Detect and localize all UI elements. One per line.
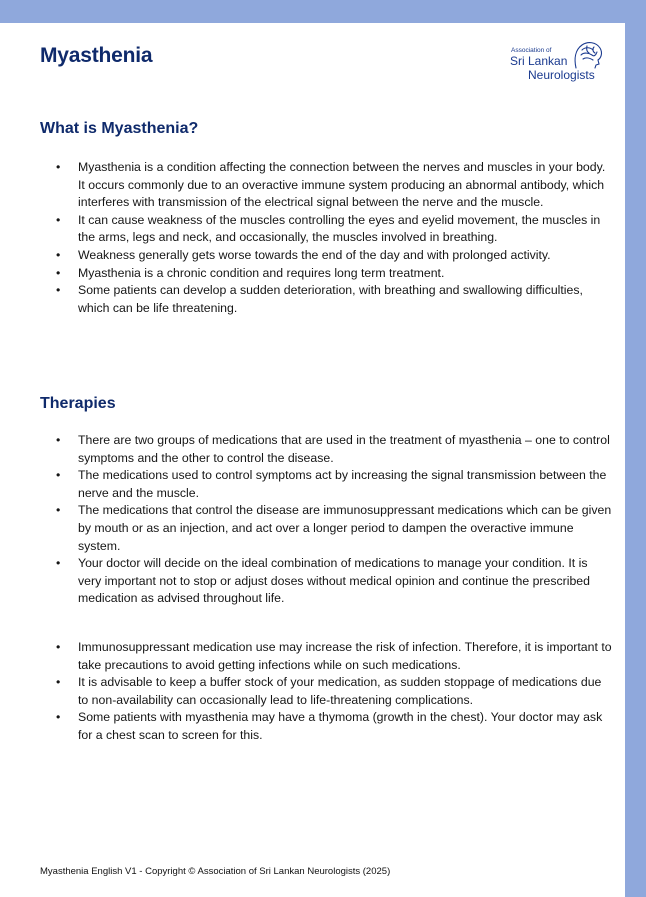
therapies-bullet-list-2 bbox=[56, 639, 612, 745]
list-item: • Your doctor will decide on the ideal combination of medications to manage your condition. It is very important not to stop or adjust doses without medical opinion and continue the prescribed medication as advised throughout life. bbox=[56, 555, 612, 608]
list-item: • The medications that control the disease are immunosuppressant medications which can be given by mouth or as an injection, and act over a longer period to dampen the overactive immune system. bbox=[56, 502, 612, 555]
top-border-band bbox=[0, 0, 646, 23]
list-item: • The medications used to control symptoms act by increasing the signal transmission between the nerve and the muscle. bbox=[56, 467, 612, 502]
therapies-bullet-list bbox=[56, 432, 612, 608]
document-page bbox=[0, 23, 625, 897]
list-item: • Weakness generally gets worse towards the end of the day and with prolonged activity. bbox=[56, 247, 612, 265]
page-title: Myasthenia bbox=[40, 44, 153, 67]
list-item: • It is advisable to keep a buffer stock of your medication, as sudden stoppage of medications due to non-availability can occasionally lead to life-threatening complications. bbox=[56, 674, 612, 709]
head-brain-icon bbox=[570, 37, 604, 71]
list-item: • Some patients can develop a sudden deterioration, with breathing and swallowing difficulties, which can be life threatening. bbox=[56, 282, 612, 317]
section-heading-therapies: Therapies bbox=[40, 395, 116, 412]
section-heading-what-is: What is Myasthenia? bbox=[40, 120, 199, 137]
logo-text-small: Association of bbox=[511, 47, 552, 54]
list-item: • Immunosuppressant medication use may increase the risk of infection. Therefore, it is important to take precautions to avoid getting infections while on such medications. bbox=[56, 639, 612, 674]
right-border-band bbox=[625, 0, 646, 897]
logo-text-line2: Neurologists bbox=[528, 68, 595, 82]
list-item: • It can cause weakness of the muscles controlling the eyes and eyelid movement, the muscles in the arms, legs and neck, and occasionally, the muscles involved in breathing. bbox=[56, 212, 612, 247]
list-item: • There are two groups of medications that are used in the treatment of myasthenia – one to control symptoms and the other to control the disease. bbox=[56, 432, 612, 467]
logo-text-line1: Sri Lankan bbox=[510, 54, 568, 68]
list-item: • Some patients with myasthenia may have a thymoma (growth in the chest). Your doctor may ask for a chest scan to screen for this. bbox=[56, 709, 612, 744]
list-item: • Myasthenia is a condition affecting the connection between the nerves and muscles in your body. It occurs commonly due to an overactive immune system producing an abnormal antibody, which interferes with transmission of the electrical signal between the nerve and the muscle. bbox=[56, 159, 612, 212]
organization-logo bbox=[508, 37, 608, 87]
list-item: • Myasthenia is a chronic condition and requires long term treatment. bbox=[56, 265, 612, 283]
page-footer: Myasthenia English V1 - Copyright © Association of Sri Lankan Neurologists (2025) bbox=[40, 866, 391, 877]
what-is-bullet-list bbox=[56, 159, 612, 317]
